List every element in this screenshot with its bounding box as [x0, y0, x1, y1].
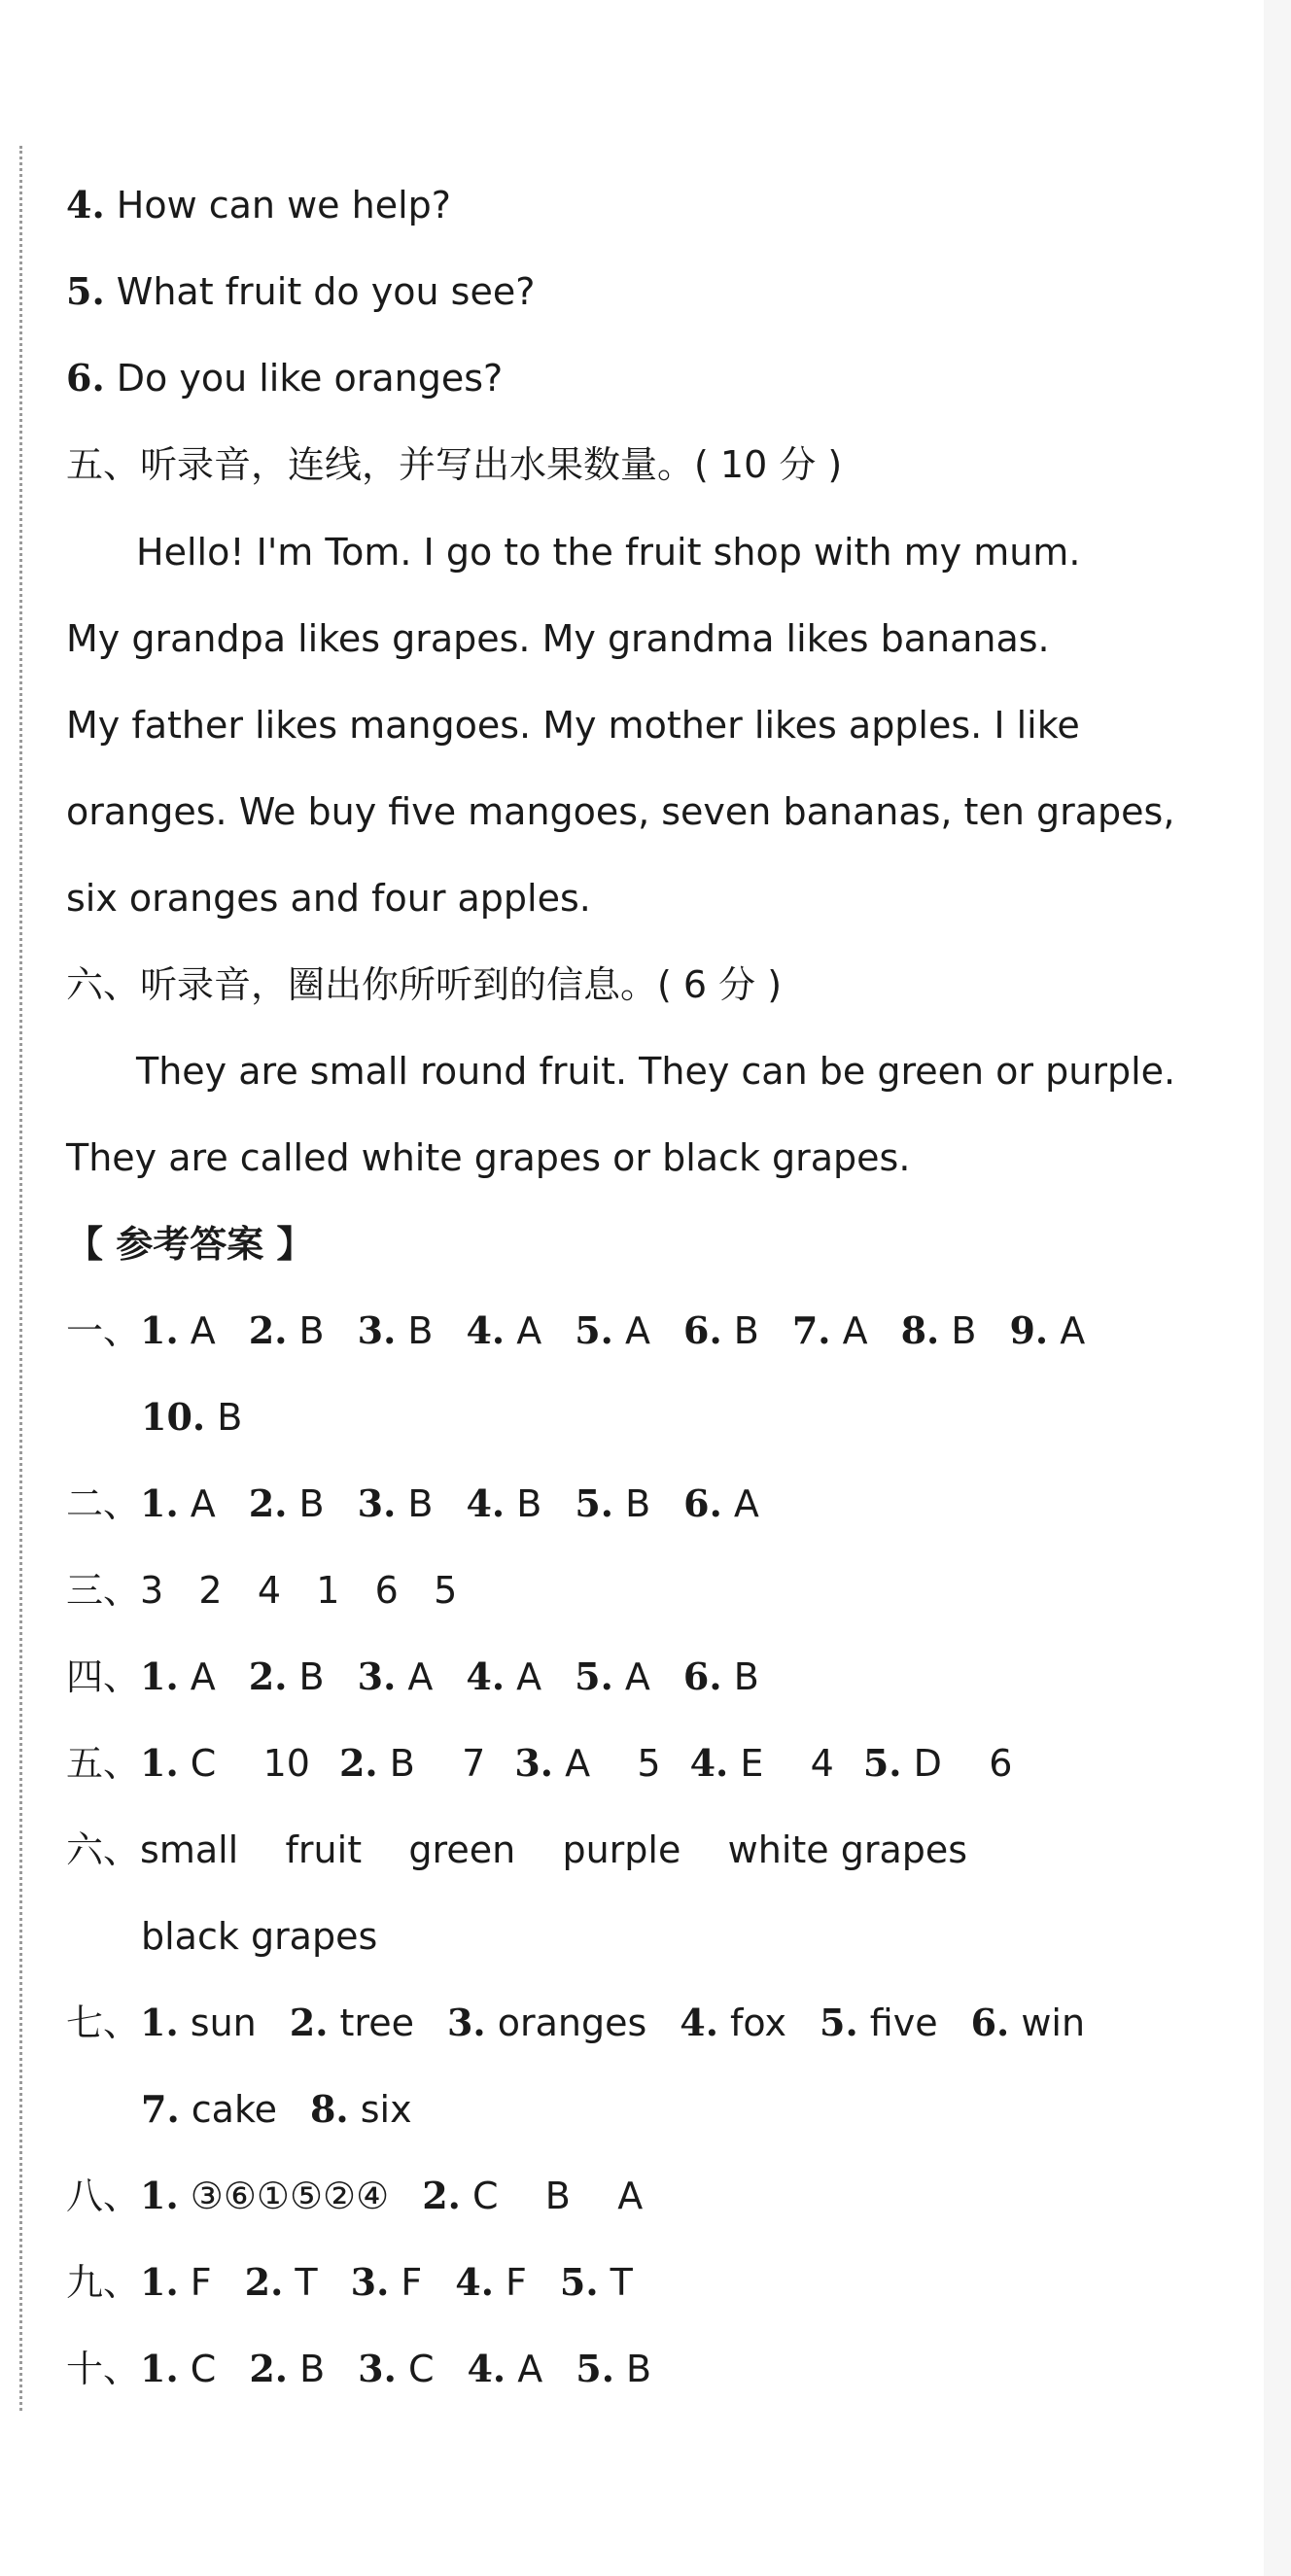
answer-value: B [298, 1482, 325, 1525]
answer-value: C B A [471, 2175, 644, 2217]
answer-value: B [516, 1482, 542, 1525]
answer-number: 4. [455, 2260, 494, 2304]
answer-number: 5. [575, 1654, 613, 1698]
section-5-heading: 五、听录音，连线，并写出水果数量。( 10 分 ) [66, 443, 843, 486]
answer-value: B [299, 2348, 326, 2390]
answer-number: 5. [575, 1308, 613, 1352]
answer-number: 2. [338, 1741, 378, 1785]
answer-row-6-continued: black grapes [141, 1915, 378, 1958]
answer-value: F [506, 2261, 527, 2304]
answer-number: 1. [140, 2174, 179, 2217]
question-text: Do you like oranges? [104, 357, 504, 400]
answer-value: A [516, 1309, 542, 1352]
answer-number: 1. [140, 1481, 179, 1525]
answer-value: A [190, 1482, 216, 1525]
answer-row-prefix: 五、 [66, 1742, 141, 1785]
answer-value: F [401, 2261, 423, 2304]
answer-value: A [517, 2348, 543, 2390]
answer-value: B [625, 1482, 651, 1525]
question-number: 6. [66, 356, 105, 400]
answer-number: 2. [249, 2347, 288, 2390]
answer-number: 1. [140, 2001, 179, 2044]
answer-number: 6. [682, 1654, 722, 1698]
answer-value: C [190, 2348, 217, 2390]
answer-value: six [360, 2088, 412, 2131]
answer-number: 7. [141, 2087, 180, 2131]
answer-value: C [407, 2348, 435, 2390]
answer-value: D 6 [913, 1742, 1013, 1785]
answer-value: five [869, 2002, 938, 2044]
answer-value: tree [339, 2002, 414, 2044]
answer-row-2 [66, 1481, 759, 1526]
answer-number: 4. [466, 1308, 506, 1352]
answer-number: 9. [1009, 1308, 1049, 1352]
answer-value: fox [730, 2002, 786, 2044]
answer-row-10 [66, 2347, 651, 2391]
section-5-script-line: six oranges and four apples. [66, 877, 591, 920]
answer-number: 4. [680, 2001, 718, 2044]
answer-value: B [951, 1309, 977, 1352]
answer-value: B 7 [389, 1742, 486, 1785]
question-6 [66, 356, 503, 400]
answer-number: 8. [900, 1308, 940, 1352]
answer-row-1-continued [141, 1395, 242, 1440]
answer-value: A 5 [565, 1742, 661, 1785]
answer-key-title: 【 参考答案 】 [66, 1223, 314, 1266]
answer-number: 10. [141, 1395, 206, 1439]
answer-value: E 4 [740, 1742, 834, 1785]
answer-value: A [407, 1655, 434, 1698]
answer-value: A [1060, 1309, 1086, 1352]
answer-number: 2. [248, 1308, 288, 1352]
answer-row-9 [66, 2260, 633, 2305]
answer-value: B [407, 1309, 434, 1352]
section-6-script-line: They are called white grapes or black grapes. [66, 1136, 911, 1179]
answer-row-7 [66, 2001, 1085, 2045]
answer-row-prefix: 八、 [66, 2175, 141, 2217]
answer-row-6 [66, 1828, 967, 1872]
answer-row-4 [66, 1654, 759, 1699]
answer-value: A [842, 1309, 868, 1352]
answer-number: 8. [309, 2087, 349, 2131]
answer-number: 3. [514, 1741, 553, 1785]
answer-number: 5. [576, 2347, 614, 2390]
section-5-script-line: My grandpa likes grapes. My grandma likes bananas. [66, 617, 1050, 660]
section-5-script-line: oranges. We buy five mangoes, seven bananas, ten grapes, [66, 790, 1175, 833]
binding-margin-rule [19, 146, 22, 2411]
answer-number: 3. [357, 1481, 397, 1525]
answer-value: A [625, 1309, 650, 1352]
answer-value: 3 2 4 1 6 5 [140, 1569, 458, 1612]
answer-row-7-continued [141, 2087, 412, 2132]
answer-value: T [295, 2261, 318, 2304]
answer-row-8 [66, 2174, 643, 2218]
answer-number: 4. [467, 2347, 506, 2390]
answer-number: 3. [446, 2001, 486, 2044]
answer-number: 4. [689, 1741, 729, 1785]
answer-row-prefix: 三、 [66, 1569, 141, 1612]
answer-number: 1. [140, 2347, 179, 2390]
answer-number: 3. [358, 2347, 397, 2390]
section-5-script-line: My father likes mangoes. My mother likes apples. I like [66, 704, 1080, 747]
answer-row-3 [66, 1568, 457, 1613]
answer-value: C 10 [190, 1742, 310, 1785]
answer-number: 3. [357, 1308, 397, 1352]
answer-row-prefix: 十、 [66, 2348, 141, 2390]
answer-number: 2. [422, 2174, 461, 2217]
answer-number: 1. [140, 2260, 179, 2304]
answer-row-prefix: 二、 [66, 1482, 141, 1525]
answer-value: B [733, 1655, 759, 1698]
answer-value: small fruit green purple white grapes [140, 1828, 968, 1871]
question-5 [66, 269, 535, 314]
answer-number: 5. [862, 1741, 902, 1785]
answer-value: T [610, 2261, 633, 2304]
answer-value: B [217, 1396, 243, 1439]
answer-number: 1. [140, 1308, 179, 1352]
question-text: How can we help? [104, 184, 451, 226]
answer-row-1 [66, 1308, 1085, 1353]
answer-value: A [733, 1482, 759, 1525]
answer-number: 6. [970, 2001, 1010, 2044]
answer-value: A [624, 1655, 650, 1698]
answer-row-prefix: 一、 [66, 1309, 141, 1352]
answer-number: 1. [140, 1654, 179, 1698]
question-number: 4. [66, 183, 105, 226]
answer-number: 4. [466, 1654, 506, 1698]
question-4 [66, 183, 451, 227]
answer-value: B [407, 1482, 434, 1525]
answer-row-prefix: 九、 [66, 2261, 141, 2304]
answer-number: 1. [140, 1741, 179, 1785]
answer-value: A [516, 1655, 542, 1698]
answer-row-prefix: 七、 [66, 2002, 141, 2044]
answer-number: 3. [357, 1654, 397, 1698]
answer-value: F [190, 2261, 212, 2304]
answer-value: A [190, 1655, 216, 1698]
answer-number: 5. [575, 1481, 613, 1525]
answer-number: 5. [820, 2001, 858, 2044]
answer-number: 5. [559, 2260, 599, 2304]
answer-number: 3. [350, 2260, 390, 2304]
answer-number: 7. [791, 1308, 831, 1352]
answer-number: 2. [248, 1481, 288, 1525]
answer-row-5 [66, 1741, 1012, 1786]
answer-value: sun [190, 2002, 257, 2044]
answer-value: oranges [497, 2002, 647, 2044]
question-number: 5. [66, 269, 105, 313]
answer-value: win [1021, 2002, 1086, 2044]
answer-row-prefix: 四、 [66, 1655, 141, 1698]
section-6-heading: 六、听录音，圈出你所听到的信息。( 6 分 ) [66, 963, 783, 1006]
answer-number: 6. [683, 1308, 722, 1352]
answer-value: B [298, 1309, 325, 1352]
answer-number: 2. [244, 2260, 284, 2304]
section-6-script-line: They are small round fruit. They can be green or purple. [136, 1050, 1176, 1093]
answer-value: B [626, 2348, 652, 2390]
section-5-script-line: Hello! I'm Tom. I go to the fruit shop with my mum. [136, 531, 1081, 574]
answer-value: B [298, 1655, 325, 1698]
answer-value: ③⑥①⑤②④ [190, 2175, 390, 2217]
answer-number: 6. [683, 1481, 722, 1525]
answer-value: cake [191, 2088, 277, 2131]
question-text: What fruit do you see? [104, 270, 536, 313]
answer-number: 4. [466, 1481, 506, 1525]
answer-value: B [733, 1309, 759, 1352]
answer-row-prefix: 六、 [66, 1828, 141, 1871]
answer-value: A [190, 1309, 216, 1352]
answer-number: 2. [248, 1654, 288, 1698]
answer-number: 2. [289, 2001, 329, 2044]
